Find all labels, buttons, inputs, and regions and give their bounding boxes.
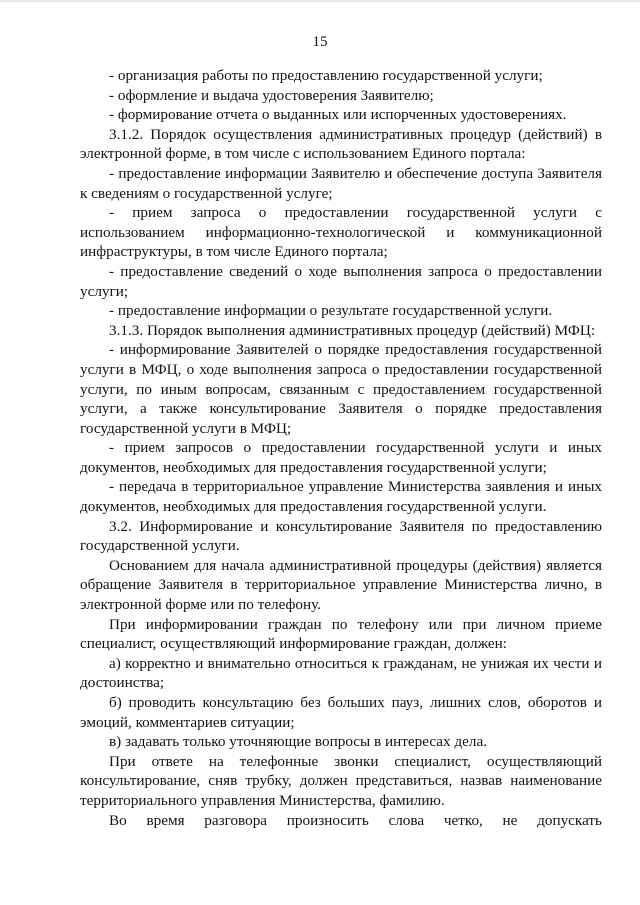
paragraph: - информирование Заявителей о порядке предоставления государственной услуги в МФЦ, о ходе выполнения запроса о предоставлении государственной услуги, по иным вопросам, связанным с предоставлением государственной услуги, а также консультирование Заявителя о порядке предоставления государственной услуги в МФЦ; [80, 341, 602, 437]
paragraph: - прием запроса о предоставлении государственной услуги с использованием информационно-технологической и коммуникационной инфраструктуры, в том числе Единого портала; [80, 204, 602, 261]
paragraph: - формирование отчета о выданных или испорченных удостоверениях. [109, 106, 567, 124]
paragraph: При ответе на телефонные звонки специалист, осуществляющий консультирование, сняв трубку, должен представиться, назвав наименование территориального управления Министерства, фамилию. [80, 752, 602, 809]
section-heading-3-1-3: 3.1.3. Порядок выполнения административных процедур (действий) МФЦ: [109, 321, 596, 339]
paragraph: - предоставление информации Заявителю и обеспечение доступа Заявителя к сведениям о государственной услуге; [80, 164, 602, 202]
paragraph: При информировании граждан по телефону или при личном приеме специалист, осуществляющий информирование граждан, должен: [80, 615, 602, 653]
page-top-edge [0, 0, 640, 2]
paragraph-continued: Во время разговора произносить слова четко, не допускать [109, 811, 602, 829]
paragraph: - предоставление информации о результате государственной услуги. [109, 302, 553, 320]
section-heading-3-2: 3.2. Информирование и консультирование Заявителя по предоставлению государственной услуги. [80, 517, 602, 555]
page-number: 15 [312, 34, 328, 50]
paragraph: - оформление и выдача удостоверения Заявителю; [109, 86, 434, 104]
document-body [80, 66, 602, 830]
section-heading-3-1-2: 3.1.2. Порядок осуществления административных процедур (действий) в электронной форме, в том числе с использованием Единого портала: [80, 125, 602, 163]
paragraph: - передача в территориальное управление Министерства заявления и иных документов, необходимых для предоставления государственной услуги. [80, 478, 602, 516]
paragraph: а) корректно и внимательно относиться к гражданам, не унижая их чести и достоинства; [80, 654, 602, 692]
paragraph: в) задавать только уточняющие вопросы в интересах дела. [109, 733, 487, 751]
paragraph: - организация работы по предоставлению государственной услуги; [109, 67, 543, 84]
paragraph: - предоставление сведений о ходе выполнения запроса о предоставлении услуги; [80, 262, 602, 300]
paragraph: Основанием для начала административной процедуры (действия) является обращение Заявителя в территориальное управление Министерства лично, в электронной форме или по телефону. [80, 556, 602, 614]
paragraph: б) проводить консультацию без больших пауз, лишних слов, оборотов и эмоций, комментариев ситуации; [80, 694, 602, 731]
paragraph: - прием запросов о предоставлении государственной услуги и иных документов, необходимых для предоставления государственной услуги; [80, 439, 602, 476]
